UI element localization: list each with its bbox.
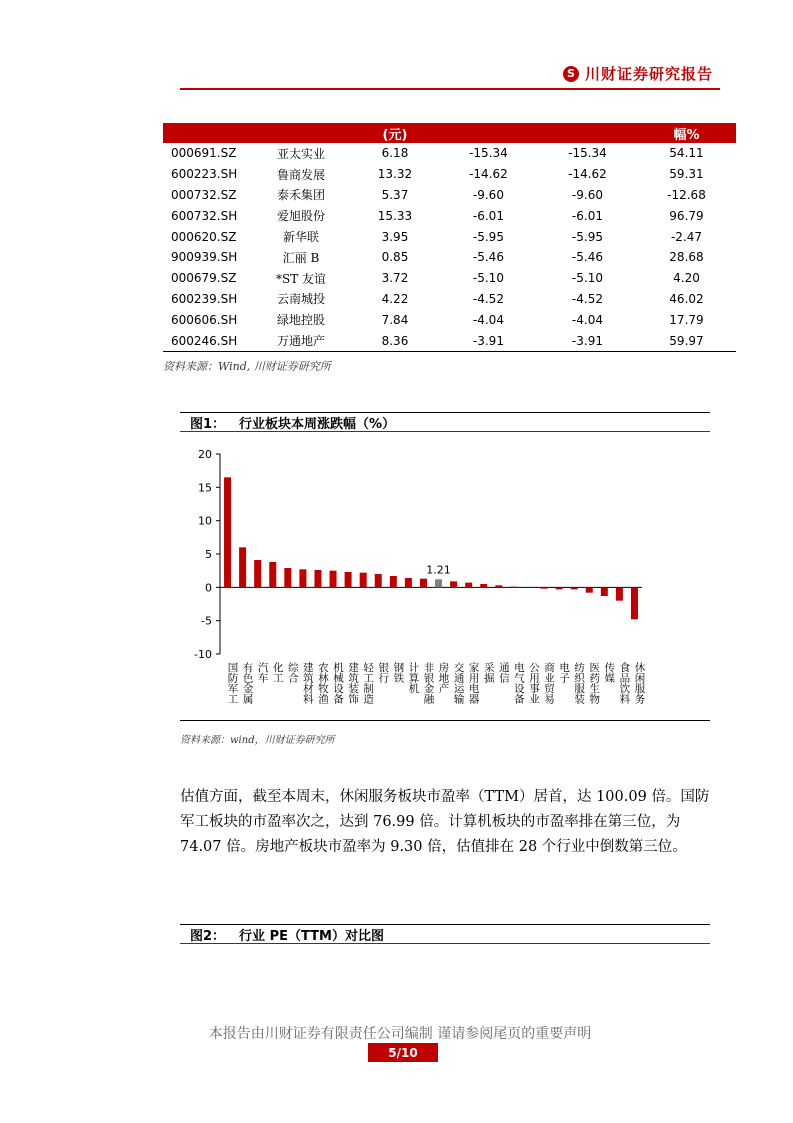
table-cell: 13.32 [377, 167, 413, 182]
x-tick-label: 建筑材料 [301, 662, 314, 704]
bar [330, 571, 337, 588]
bar [420, 579, 427, 588]
table-cell: 600246.SH [163, 330, 251, 351]
table-cell: 0.85 [381, 250, 409, 265]
bar [314, 570, 321, 587]
table-cell: 59.31 [669, 167, 704, 182]
table-cell: 云南城投 [276, 292, 325, 307]
table-cell: -5.95 [472, 229, 504, 244]
table-cell: -9.60 [472, 187, 504, 202]
x-tick-label: 综合 [286, 662, 299, 683]
table-cell: -5.46 [472, 250, 504, 265]
table-header-cell [538, 123, 637, 143]
x-tick-label: 农林牧渔 [316, 662, 329, 704]
table-header-cell [439, 123, 538, 143]
bar [224, 477, 231, 587]
table-cell: 汇丽 B [282, 250, 320, 265]
x-tick-label: 采掘 [482, 662, 495, 683]
bar [631, 587, 638, 619]
bar [360, 573, 367, 588]
y-tick-label: 10 [198, 514, 212, 528]
data-label: 1.21 [426, 563, 451, 577]
table-cell: -3.91 [439, 330, 538, 351]
table-cell: -15.34 [568, 146, 607, 161]
bar [390, 576, 397, 587]
table-row [163, 205, 736, 226]
brand-header [563, 63, 713, 84]
table-cell: -6.01 [571, 208, 603, 223]
figure1-label: 图1： [190, 416, 226, 432]
table-cell: -14.62 [568, 167, 607, 182]
bar [586, 587, 593, 592]
bar [495, 585, 502, 587]
x-tick-label: 轻工制造 [362, 662, 375, 704]
bar [375, 574, 382, 587]
table-cell: 新华联 [282, 230, 319, 245]
table-cell: 绿地控股 [276, 313, 325, 328]
table-cell: 000620.SZ [171, 229, 237, 244]
footer-notice: 本报告由川财证券有限责任公司编制 谨请参阅尾页的重要声明 [208, 1026, 592, 1042]
bar [345, 572, 352, 587]
x-tick-label: 医药生物 [588, 662, 601, 704]
x-tick-label: 汽车 [256, 662, 269, 683]
figure2-title: 行业 PE（TTM）对比图 [239, 928, 384, 944]
table-cell: -5.46 [571, 250, 603, 265]
brand-name: 川财证券研究报告 [585, 65, 714, 83]
x-tick-label: 休闲服务 [633, 662, 646, 704]
bar [450, 581, 457, 587]
valuation-paragraph: 估值方面，截至本周末，休闲服务板块市盈率（TTM）居首，达 100.09 倍。国防军工板块的市盈率次之，达到 76.99 倍。计算机板块的市盈率排在第三位，为 74.07 倍。房地产板块市盈率为 9.30 倍，估值排在 28 个行业中倒数第三位。 [180, 789, 710, 855]
table-source: 资料来源：Wind, 川财证券研究所 [163, 360, 331, 373]
page-number: 5/10 [368, 1043, 438, 1062]
bar [284, 568, 291, 587]
bar [480, 584, 487, 587]
table-cell: 3.72 [381, 271, 409, 286]
y-tick-label: 20 [198, 448, 212, 461]
table-cell: 爱旭股份 [276, 209, 325, 224]
table-cell: 28.68 [669, 250, 704, 265]
chart-axes [194, 448, 642, 661]
table-cell: 3.95 [381, 229, 409, 244]
x-tick-label: 纺织服装 [573, 662, 586, 704]
table-cell: 96.79 [669, 208, 704, 223]
y-tick-label: 5 [205, 548, 212, 561]
bar [299, 569, 306, 587]
figure1-bottom-rule [180, 720, 710, 721]
bar [254, 560, 261, 587]
table-header-cell [163, 123, 251, 143]
bar [571, 587, 578, 589]
bar [556, 587, 563, 589]
x-tick-label: 电子 [558, 662, 571, 683]
header-rule [180, 88, 720, 90]
table-row [163, 247, 736, 268]
table-cell: 4.20 [673, 271, 700, 286]
y-tick-label: 15 [198, 481, 212, 495]
bar [616, 587, 623, 600]
brand-logo-icon: S [563, 66, 579, 82]
table-cell: 600732.SH [171, 208, 238, 223]
table-cell: -14.62 [469, 167, 508, 182]
table-cell: 000679.SZ [171, 271, 237, 286]
chart-bars [224, 477, 638, 619]
table-cell: 46.02 [669, 291, 704, 306]
table-cell: *ST 友谊 [275, 271, 327, 286]
x-tick-label: 商业贸易 [543, 662, 556, 704]
table-header-cell: (元) [351, 123, 439, 143]
table-cell: 600223.SH [171, 167, 238, 182]
table-header-row [163, 123, 736, 143]
table-cell: -2.47 [670, 229, 703, 244]
bar [525, 587, 532, 588]
table-row [163, 268, 736, 289]
table-cell: -5.95 [571, 229, 603, 244]
x-tick-label: 建筑装饰 [347, 662, 360, 704]
table-cell: 4.22 [381, 291, 409, 306]
table-cell: -6.01 [472, 208, 504, 223]
table-row [163, 226, 736, 247]
y-tick-label: -5 [201, 614, 212, 628]
x-tick-label: 机械设备 [332, 662, 345, 704]
x-tick-label: 国防军工 [226, 662, 239, 704]
bar [435, 579, 442, 587]
x-tick-label: 公用事业 [527, 662, 540, 704]
table-cell: 亚太实业 [276, 146, 325, 161]
table-cell: 万通地产 [251, 330, 351, 351]
y-tick-label: 0 [205, 581, 212, 595]
table-row [163, 143, 736, 164]
table-cell: 泰禾集团 [276, 188, 325, 203]
figure1-title: 行业板块本周涨跌幅（%） [239, 416, 396, 432]
table-cell: 54.11 [669, 146, 704, 161]
bar [239, 547, 246, 587]
x-tick-label: 非银金融 [422, 662, 435, 704]
x-tick-label: 计算机 [407, 662, 420, 694]
y-tick-label: -10 [194, 648, 212, 661]
table-row [163, 309, 736, 330]
table-cell: 6.18 [381, 146, 409, 161]
table-cell: 000732.SZ [171, 187, 237, 202]
table-header-cell [251, 123, 351, 143]
table-cell: 600239.SH [171, 291, 238, 306]
bar [510, 587, 517, 588]
table-cell: -5.10 [571, 271, 603, 286]
table-cell: 8.36 [351, 330, 439, 351]
table-cell: 000691.SZ [171, 146, 237, 161]
stock-table [163, 123, 736, 352]
x-tick-label: 传媒 [603, 662, 616, 683]
bar [269, 562, 276, 587]
figure2-label: 图2： [190, 928, 226, 944]
table-cell: 600606.SH [171, 312, 238, 327]
table-cell: 5.37 [381, 187, 409, 202]
figure1-source: 资料来源：wind，川财证券研究所 [180, 735, 335, 746]
x-tick-label: 交通运输 [452, 662, 465, 704]
bar [541, 587, 548, 588]
table-cell: 17.79 [669, 312, 704, 327]
table-cell: -4.04 [571, 312, 603, 327]
x-tick-label: 银行 [377, 662, 390, 683]
figure1-title-bar [180, 412, 710, 432]
x-tick-label: 房地产 [437, 662, 450, 694]
x-tick-label: 通信 [497, 662, 510, 683]
table-cell: 鲁商发展 [276, 167, 325, 182]
x-tick-label: 化工 [271, 662, 284, 683]
table-header-cell: 幅% [637, 123, 736, 143]
table-cell: -4.52 [472, 291, 504, 306]
table-row [163, 164, 736, 185]
table-cell: 900939.SH [171, 250, 238, 265]
x-tick-label: 食品饮料 [618, 662, 631, 704]
bar [601, 587, 608, 596]
x-tick-label: 钢铁 [392, 662, 405, 683]
table-cell: 59.97 [637, 330, 736, 351]
industry-bar-chart [180, 440, 710, 720]
bar [465, 583, 472, 588]
table-cell: -4.52 [571, 291, 603, 306]
table-cell: -5.10 [472, 271, 504, 286]
table-row [163, 289, 736, 310]
table-cell: -12.68 [667, 187, 706, 202]
table-cell: 15.33 [377, 208, 413, 223]
figure2-title-bar [180, 924, 710, 944]
table-cell: -4.04 [472, 312, 504, 327]
x-tick-label: 电气设备 [512, 662, 525, 704]
table-cell: -9.60 [571, 187, 603, 202]
table-row [163, 185, 736, 206]
table-cell: -3.91 [538, 330, 637, 351]
x-tick-label: 家用电器 [467, 662, 480, 704]
table-row [163, 330, 736, 351]
x-tick-label: 有色金属 [241, 662, 254, 704]
table-cell: 7.84 [381, 312, 409, 327]
bar [405, 578, 412, 587]
table-cell: -15.34 [469, 146, 508, 161]
